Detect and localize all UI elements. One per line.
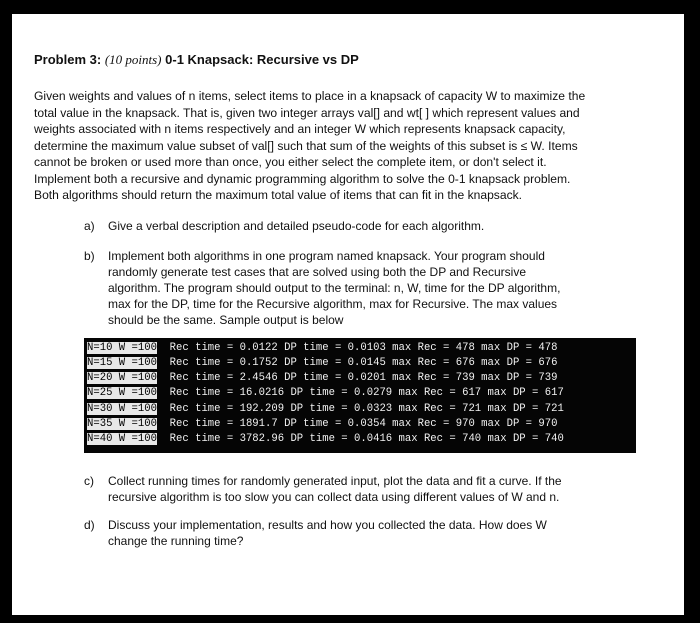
terminal-row: [87, 432, 632, 447]
document-page: [12, 14, 684, 615]
task-line: change the running time?: [108, 533, 244, 548]
terminal-row-values: Rec time = 0.1752 DP time = 0.0145 max Rec = 676 max DP = 676: [156, 356, 558, 369]
terminal-row: [87, 417, 632, 432]
task-line: recursive algorithm is too slow you can collect data using different values of W and n.: [108, 489, 560, 504]
terminal-row: [87, 371, 632, 386]
problem-content: [34, 52, 659, 549]
task-label: a): [84, 218, 95, 233]
task-line: Give a verbal description and detailed pseudo-code for each algorithm.: [108, 218, 485, 233]
title-prefix: Problem 3:: [34, 52, 102, 67]
task-line: algorithm. The program should output to the terminal: n, W, time for the DP algorithm,: [108, 280, 561, 295]
terminal-row-nw: N=20 W =100: [87, 372, 157, 385]
task-c: [84, 473, 668, 505]
terminal-row-nw: N=35 W =100: [87, 417, 157, 430]
intro-line: Given weights and values of n items, select items to place in a knapsack of capacity W to maximize the: [34, 89, 586, 103]
intro-line: cannot be broken or used more than once, you either select the complete item, or don't select it.: [34, 155, 547, 169]
task-line: should be the same. Sample output is below: [108, 312, 344, 327]
intro-line: Implement both a recursive and dynamic programming algorithm to solve the 0-1 knapsack problem.: [34, 171, 571, 186]
terminal-row: [87, 341, 632, 356]
task-line: randomly generate test cases that are solved using both the DP and Recursive: [108, 264, 527, 279]
task-a: [84, 218, 668, 234]
terminal-row-nw: N=30 W =100: [87, 402, 157, 415]
terminal-row-nw: N=10 W =100: [87, 341, 157, 354]
intro-line: weights associated with n items respectively and an integer W which represents knapsack capacity,: [34, 122, 566, 136]
terminal-row-nw: N=40 W =100: [87, 433, 157, 446]
terminal-row-values: Rec time = 2.4546 DP time = 0.0201 max Rec = 739 max DP = 739: [156, 372, 558, 385]
task-label: b): [84, 248, 95, 263]
terminal-row-values: Rec time = 3782.96 DP time = 0.0416 max Rec = 740 max DP = 740: [156, 433, 564, 446]
title-points: (10 points): [104, 52, 162, 67]
task-d: [84, 517, 668, 549]
problem-title: [34, 52, 659, 68]
task-b: [84, 248, 668, 328]
task-label: c): [84, 473, 94, 488]
task-line: Discuss your implementation, results and how you collected the data. How does W: [108, 517, 547, 532]
task-label: d): [84, 517, 95, 532]
terminal-row-nw: N=25 W =100: [87, 387, 157, 400]
terminal-row-values: Rec time = 16.0216 DP time = 0.0279 max Rec = 617 max DP = 617: [156, 387, 564, 400]
terminal-row-values: Rec time = 0.0122 DP time = 0.0103 max Rec = 478 max DP = 478: [156, 341, 558, 354]
task-line: Implement both algorithms in one program named knapsack. Your program should: [108, 248, 545, 263]
terminal-row: [87, 356, 632, 371]
intro-line: Both algorithms should return the maximum total value of items that can fit in the knapsack.: [34, 188, 523, 202]
task-line: max for the DP, time for the Recursive algorithm, max for Recursive. The max values: [108, 296, 558, 311]
terminal-row-values: Rec time = 1891.7 DP time = 0.0354 max Rec = 970 max DP = 970: [156, 417, 558, 430]
intro-line: determine the maximum value subset of val[] such that sum of the weights of this subset is ≤ W. Items: [34, 138, 578, 153]
title-rest: 0-1 Knapsack: Recursive vs DP: [165, 52, 359, 67]
task-line: Collect running times for randomly generated input, plot the data and fit a curve. If the: [108, 473, 562, 488]
terminal-row: [87, 386, 632, 401]
terminal-row-values: Rec time = 192.209 DP time = 0.0323 max Rec = 721 max DP = 721: [156, 402, 564, 415]
terminal-row-nw: N=15 W =100: [87, 356, 157, 369]
intro-line: total value in the knapsack. That is, given two integer arrays val[] and wt[ ] which represent values and: [34, 105, 580, 120]
sample-output-terminal: [84, 338, 636, 453]
problem-description: [34, 88, 659, 204]
terminal-row: [87, 402, 632, 417]
